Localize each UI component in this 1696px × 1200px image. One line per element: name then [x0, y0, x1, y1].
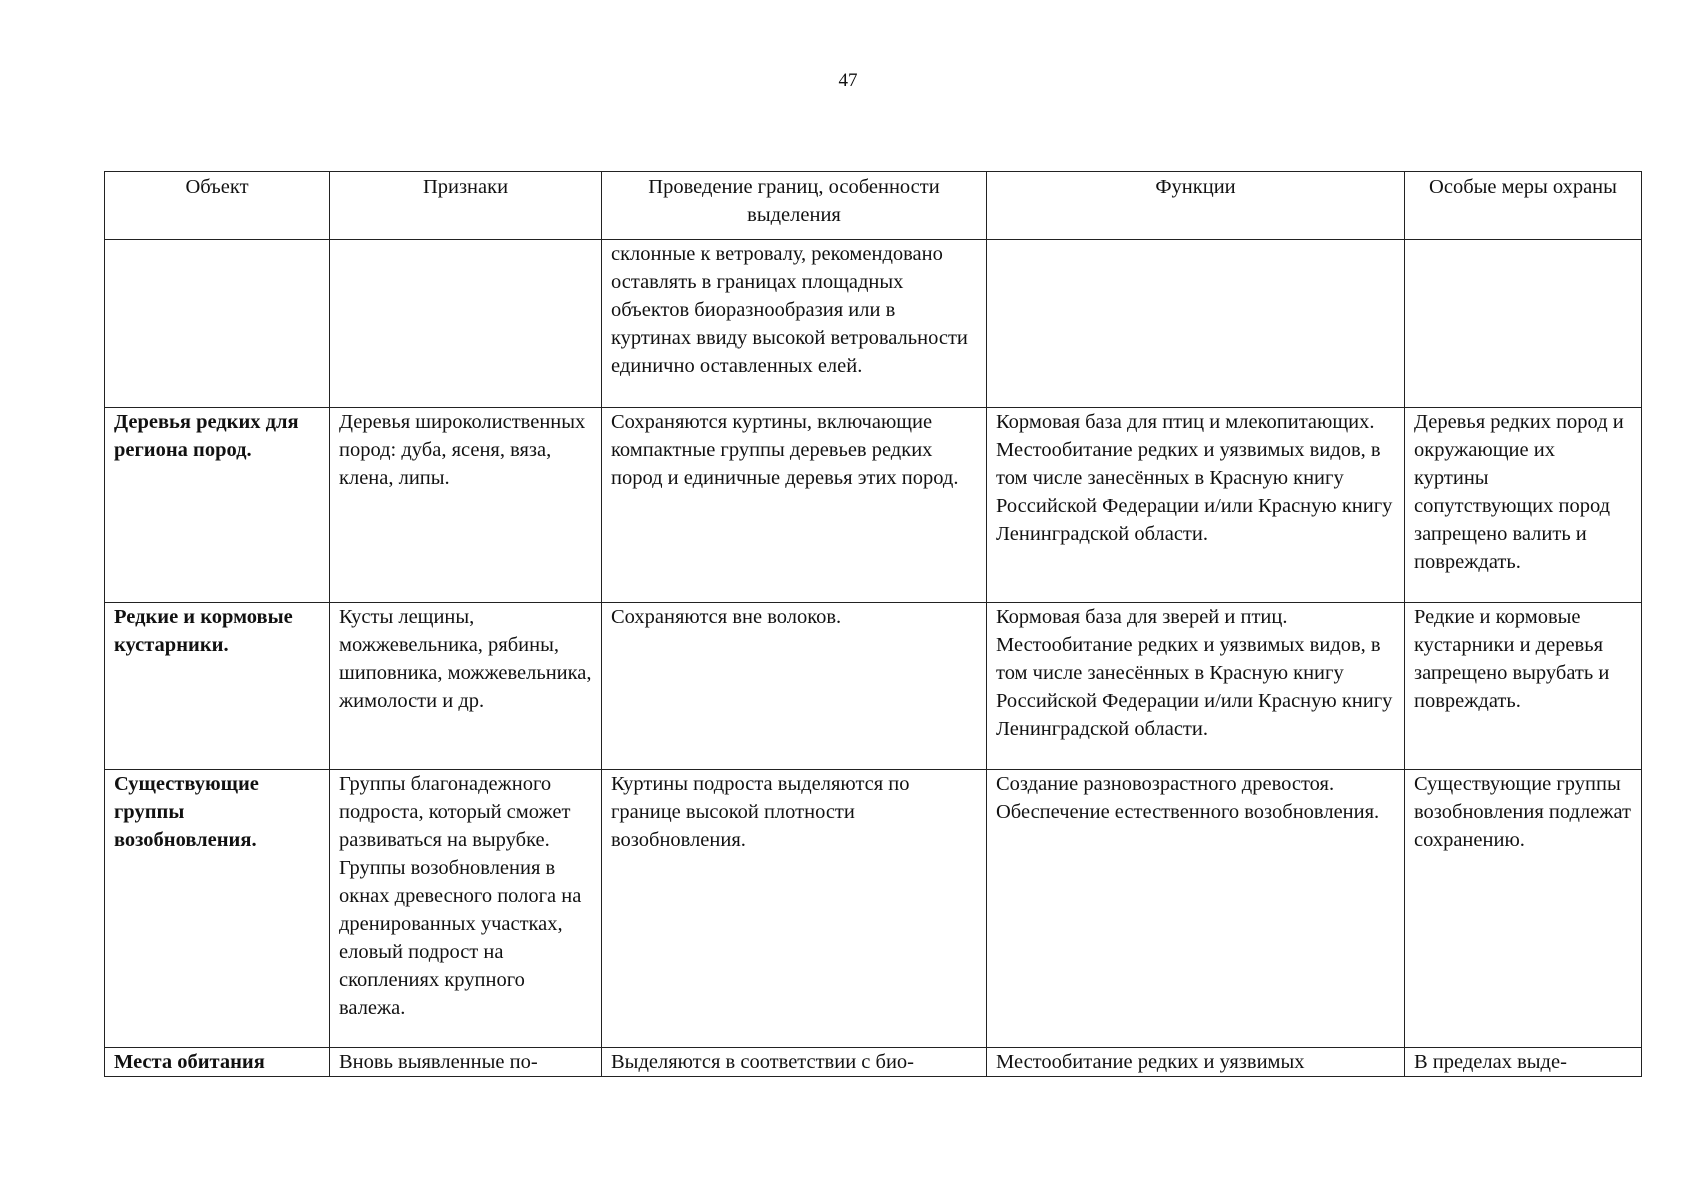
- cell-functions: Кормовая база для зверей и птиц. Местообитание редких и уязвимых видов, в том числе занесённых в Красную книгу Российской Федерации и/или Красную книгу Ленинградской области.: [987, 603, 1405, 770]
- cell-object: [105, 240, 330, 408]
- header-functions: Функции: [987, 172, 1405, 240]
- cell-boundaries: склонные к ветровалу, рекомендовано оставлять в границах площадных объектов биоразнообразия или в куртинах ввиду высокой ветровальности единично оставленных елей.: [602, 240, 987, 408]
- cell-protection: [1405, 240, 1642, 408]
- cell-object: Деревья редких для региона пород.: [105, 408, 330, 603]
- table-row: [105, 408, 1642, 603]
- cell-protection: Существующие группы возобновления подлежат сохранению.: [1405, 770, 1642, 1048]
- cell-boundaries: Выделяются в соответствии с био-: [602, 1048, 987, 1077]
- page-number: 47: [838, 70, 858, 91]
- header-protection: Особые меры охраны: [1405, 172, 1642, 240]
- table-row: [105, 603, 1642, 770]
- cell-boundaries: Куртины подроста выделяются по границе высокой плотности возобновления.: [602, 770, 987, 1048]
- table-row: [105, 240, 1642, 408]
- header-signs: Признаки: [330, 172, 602, 240]
- table-row: [105, 770, 1642, 1048]
- cell-object: Редкие и кормовые кустарники.: [105, 603, 330, 770]
- cell-protection: Деревья редких пород и окружающие их куртины сопутствующих пород запрещено валить и повреждать.: [1405, 408, 1642, 603]
- header-boundaries: Проведение границ, особенности выделения: [602, 172, 987, 240]
- table-row: [105, 1048, 1642, 1077]
- cell-protection: Редкие и кормовые кустарники и деревья запрещено вырубать и повреждать.: [1405, 603, 1642, 770]
- cell-signs: [330, 240, 602, 408]
- cell-boundaries: Сохраняются вне волоков.: [602, 603, 987, 770]
- header-object: Объект: [105, 172, 330, 240]
- protection-table: [104, 171, 1642, 1077]
- cell-object: Места обитания: [105, 1048, 330, 1077]
- cell-object: Существующие группы возобновления.: [105, 770, 330, 1048]
- cell-functions: Создание разновозрастного древостоя. Обеспечение естественного возобновления.: [987, 770, 1405, 1048]
- cell-functions: [987, 240, 1405, 408]
- cell-protection: В пределах выде-: [1405, 1048, 1642, 1077]
- cell-boundaries: Сохраняются куртины, включающие компактные группы деревьев редких пород и единичные деревья этих пород.: [602, 408, 987, 603]
- cell-functions: Местообитание редких и уязвимых: [987, 1048, 1405, 1077]
- cell-signs: Деревья широколиственных пород: дуба, ясеня, вяза, клена, липы.: [330, 408, 602, 603]
- cell-signs: Кусты лещины, можжевельника, рябины, шиповника, можжевельника, жимолости и др.: [330, 603, 602, 770]
- table-header-row: [105, 172, 1642, 240]
- cell-signs: Вновь выявленные по-: [330, 1048, 602, 1077]
- cell-signs: Группы благонадежного подроста, который сможет развиваться на вырубке. Группы возобновления в окнах древесного полога на дренированных участках, еловый подрост на скоплениях крупного валежа.: [330, 770, 602, 1048]
- cell-functions: Кормовая база для птиц и млекопитающих. Местообитание редких и уязвимых видов, в том числе занесённых в Красную книгу Российской Федерации и/или Красную книгу Ленинградской области.: [987, 408, 1405, 603]
